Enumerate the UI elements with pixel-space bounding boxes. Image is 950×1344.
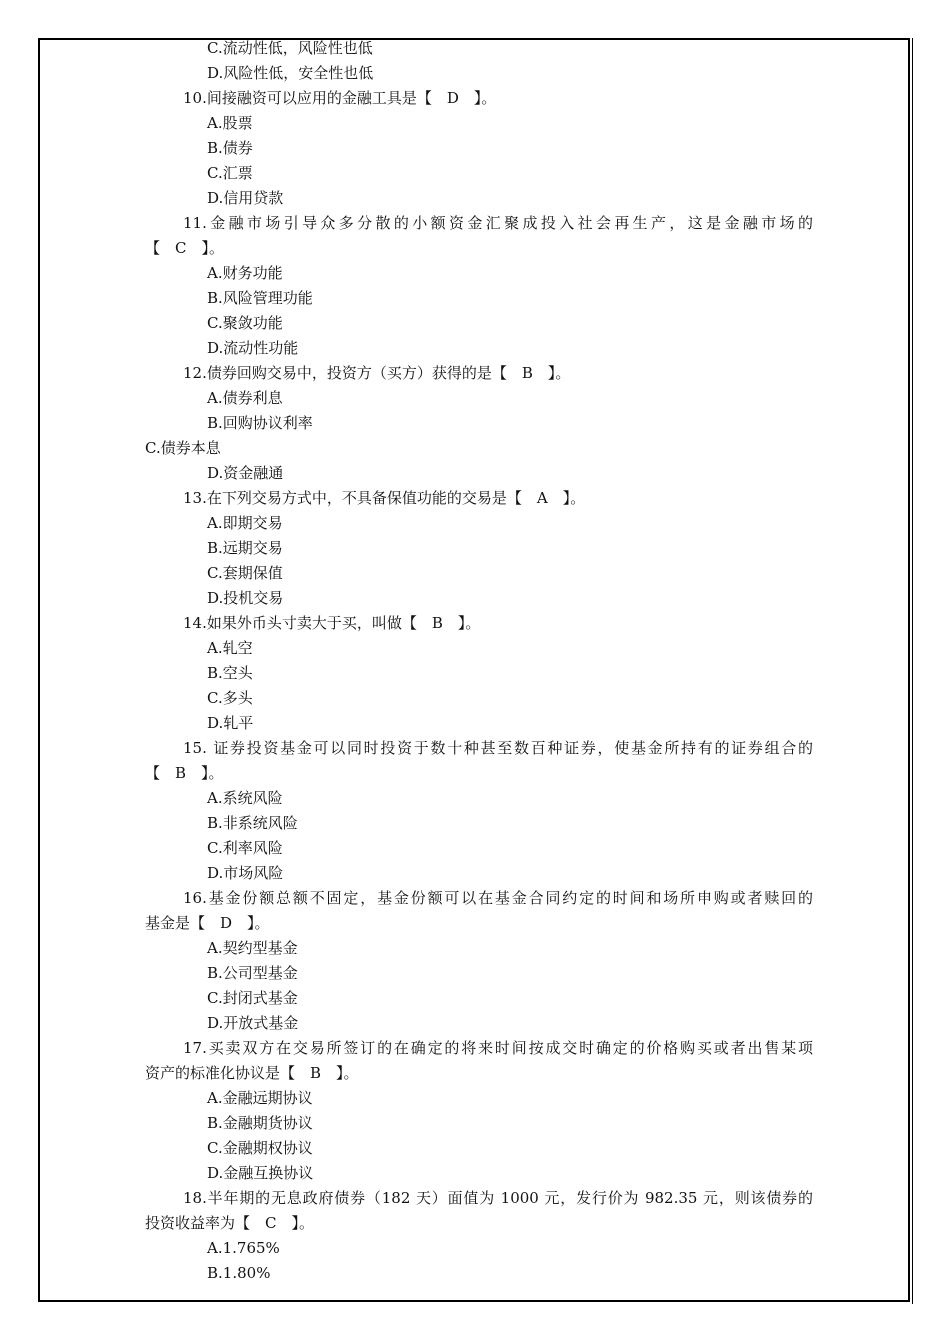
question-text-continuation: 投资收益率为【 C 】。	[145, 1214, 314, 1232]
answer-option: D.风险性低，安全性也低	[207, 64, 374, 82]
answer-option: D.开放式基金	[207, 1014, 299, 1032]
answer-option: D.轧平	[207, 714, 254, 732]
question-text: 18.半年期的无息政府债券（182 天）面值为 1000 元，发行价为 982.35 元，则该债券的	[183, 1189, 813, 1207]
answer-option: A.契约型基金	[207, 939, 298, 957]
answer-option: A.轧空	[207, 639, 253, 657]
question-text: 14.如果外币头寸卖大于买，叫做【 B 】。	[183, 614, 481, 632]
answer-option: B.公司型基金	[207, 964, 298, 982]
question-text-continuation: 基金是【 D 】。	[145, 914, 270, 932]
answer-option: B.1.80%	[207, 1264, 271, 1282]
answer-option: C.封闭式基金	[207, 989, 298, 1007]
answer-option: B.非系统风险	[207, 814, 298, 832]
answer-option: C.流动性低，风险性也低	[207, 39, 373, 57]
question-text-continuation: 【 C 】。	[145, 239, 224, 257]
answer-option: C.金融期权协议	[207, 1139, 313, 1157]
question-text: 16.基金份额总额不固定，基金份额可以在基金合同约定的时间和场所申购或者赎回的	[183, 889, 813, 907]
answer-option: B.债券	[207, 139, 253, 157]
answer-option: A.股票	[207, 114, 253, 132]
question-text: 15. 证券投资基金可以同时投资于数十种甚至数百种证券，使基金所持有的证券组合的	[183, 739, 813, 757]
question-text: 13.在下列交易方式中，不具备保值功能的交易是【 A 】。	[183, 489, 586, 507]
answer-option: C.利率风险	[207, 839, 283, 857]
question-text: 12.债券回购交易中，投资方（买方）获得的是【 B 】。	[183, 364, 571, 382]
answer-option: D.市场风险	[207, 864, 284, 882]
question-list	[145, 36, 813, 1286]
answer-option: B.风险管理功能	[207, 289, 313, 307]
answer-option: B.远期交易	[207, 539, 283, 557]
answer-option: A.金融远期协议	[207, 1089, 313, 1107]
answer-option: C.聚敛功能	[207, 314, 283, 332]
answer-option: C.套期保值	[207, 564, 283, 582]
answer-option: A.即期交易	[207, 514, 283, 532]
question-text-continuation: 资产的标准化协议是【 B 】。	[145, 1064, 359, 1082]
answer-option: D.流动性功能	[207, 339, 299, 357]
question-text-continuation: 【 B 】。	[145, 764, 224, 782]
answer-option: B.金融期货协议	[207, 1114, 313, 1132]
answer-option: C.多头	[207, 689, 253, 707]
answer-option: A.系统风险	[207, 789, 283, 807]
answer-option: C.汇票	[207, 164, 253, 182]
question-text: 10.间接融资可以应用的金融工具是【 D 】。	[183, 89, 497, 107]
answer-option: A.债券利息	[207, 389, 283, 407]
answer-option: B.回购协议利率	[207, 414, 313, 432]
answer-option: D.资金融通	[207, 464, 284, 482]
question-text-continuation: C.债券本息	[145, 439, 221, 457]
page-border-right-rule	[912, 38, 913, 1304]
answer-option: B.空头	[207, 664, 253, 682]
answer-option: D.信用贷款	[207, 189, 284, 207]
question-text: 11.金融市场引导众多分散的小额资金汇聚成投入社会再生产，这是金融市场的	[183, 214, 813, 232]
answer-option: D.金融互换协议	[207, 1164, 314, 1182]
answer-option: A.1.765%	[207, 1239, 280, 1257]
answer-option: D.投机交易	[207, 589, 284, 607]
answer-option: A.财务功能	[207, 264, 283, 282]
question-text: 17.买卖双方在交易所签订的在确定的将来时间按成交时确定的价格购买或者出售某项	[183, 1039, 813, 1057]
